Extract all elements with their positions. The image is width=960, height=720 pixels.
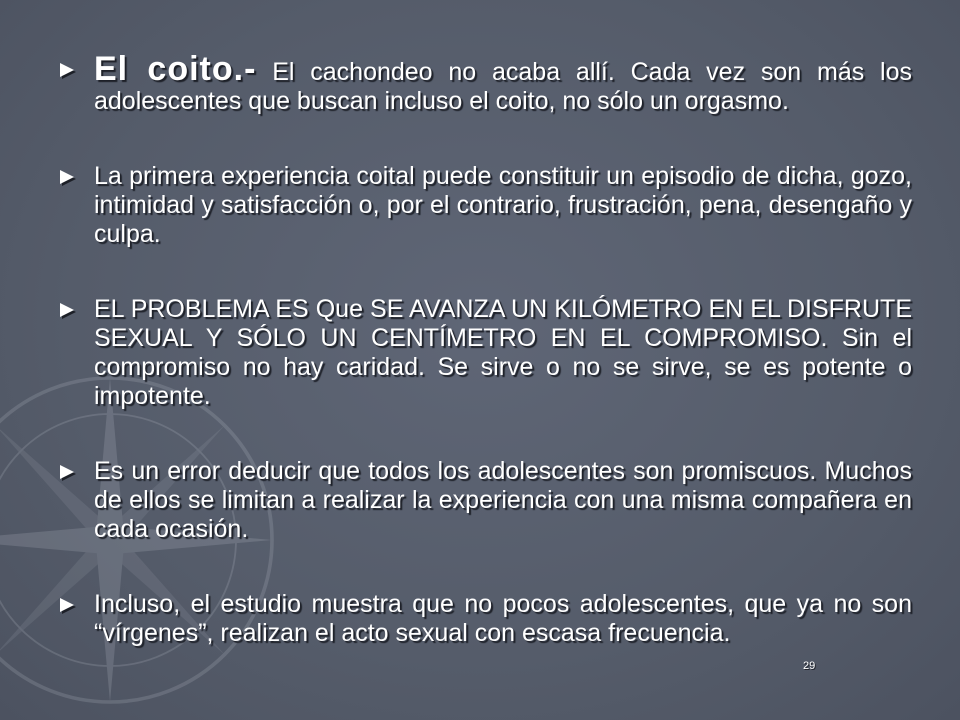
bullet-text: EL PROBLEMA ES Que SE AVANZA UN KILÓMETRO EN EL DISFRUTE SEXUAL Y SÓLO UN CENTÍMETRO EN EL COMPROMISO. Sin el compromiso no hay caridad. Se sirve o no se sirve, se es potente o impotente. bbox=[94, 295, 912, 410]
bullet-arrow-icon bbox=[60, 63, 74, 77]
bullet-item-problema bbox=[60, 295, 912, 411]
bullet-text: La primera experiencia coital puede constituir un episodio de dicha, gozo, intimidad y satisfacción o, por el contrario, frustración, pena, desengaño y culpa. bbox=[94, 162, 912, 248]
bullet-arrow-icon bbox=[60, 170, 74, 184]
bullet-list bbox=[60, 50, 912, 694]
bullet-text: El cachondeo no acaba allí. Cada vez son más los adolescentes que buscan incluso el coito, no sólo un orgasmo. bbox=[94, 58, 912, 115]
bullet-arrow-icon bbox=[60, 598, 74, 612]
bullet-item-coito bbox=[60, 50, 912, 116]
bullet-text: Es un error deducir que todos los adolescentes son promiscuos. Muchos de ellos se limitan a realizar la experiencia con una misma compañera en cada ocasión. bbox=[94, 457, 912, 543]
bullet-arrow-icon bbox=[60, 465, 74, 479]
bullet-item-incluso bbox=[60, 590, 912, 648]
bullet-item-primera-experiencia bbox=[60, 162, 912, 249]
page-number: 29 bbox=[803, 660, 816, 672]
bullet-item-error bbox=[60, 457, 912, 544]
bullet-arrow-icon bbox=[60, 303, 74, 317]
bullet-text: Incluso, el estudio muestra que no pocos adolescentes, que ya no son “vírgenes”, realizan el acto sexual con escasa frecuencia. bbox=[94, 590, 912, 647]
bullet-lead-heading: El coito.- bbox=[94, 50, 257, 88]
